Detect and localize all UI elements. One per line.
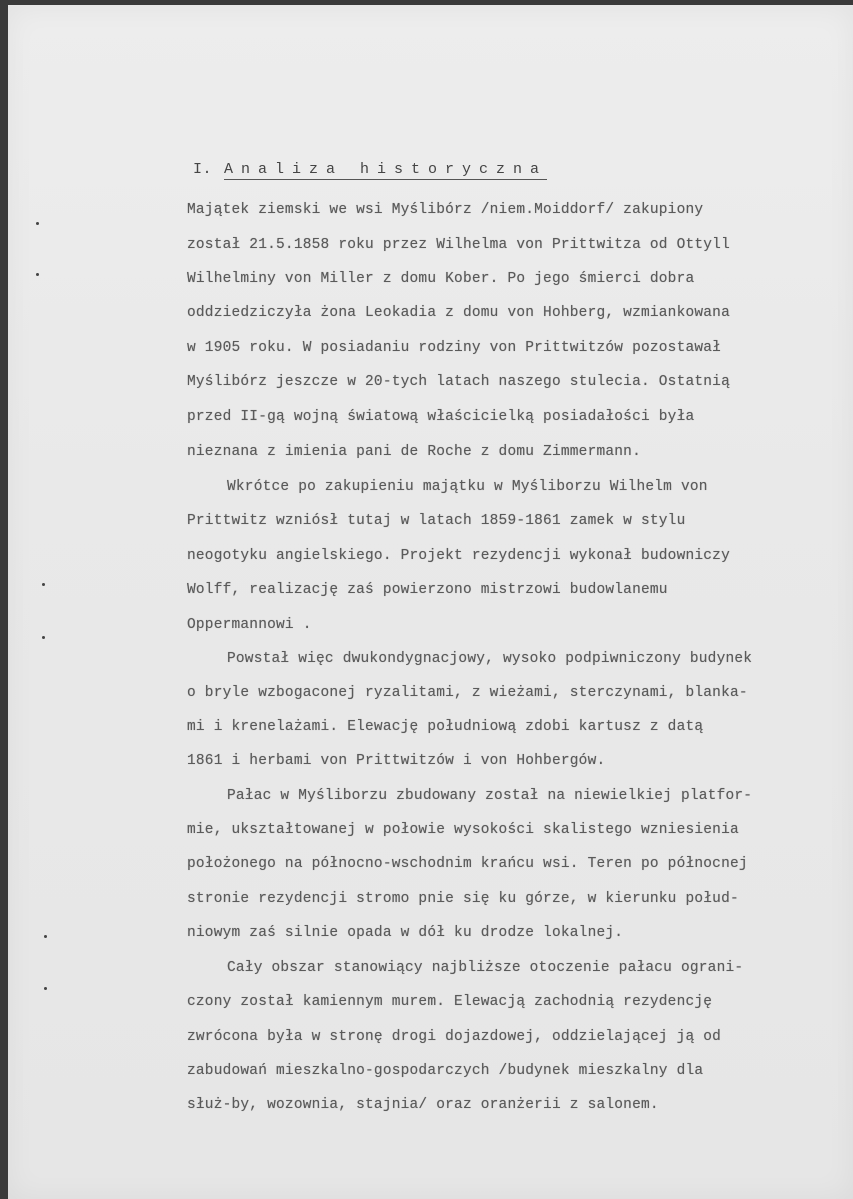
text-line: mi i krenelażami. Elewację południową zdobi kartusz z datą — [187, 719, 704, 735]
text-line: stronie rezydencji stromo pnie się ku górze, w kierunku połud- — [187, 891, 739, 907]
margin-mark — [36, 222, 39, 225]
text-line: służ-by, wozownia, stajnia/ oraz oranżerii z salonem. — [187, 1097, 659, 1113]
margin-mark — [42, 636, 45, 639]
margin-mark — [36, 273, 39, 276]
text-line: Wilhelminy von Miller z domu Kober. Po jego śmierci dobra — [187, 271, 695, 287]
text-line: przed II-gą wojną światową właścicielką posiadałości była — [187, 409, 695, 425]
section-number: I. — [193, 161, 213, 178]
text-line: mie, ukształtowanej w połowie wysokości skalistego wzniesienia — [187, 822, 739, 838]
text-line: niowym zaś silnie opada w dół ku drodze lokalnej. — [187, 925, 624, 941]
text-line: oddziedziczyła żona Leokadia z domu von Hohberg, wzmiankowana — [187, 305, 730, 321]
margin-mark — [42, 583, 45, 586]
text-line: Cały obszar stanowiący najbliższe otoczenie pałacu ograni- — [227, 960, 744, 976]
text-line: 1861 i herbami von Prittwitzów i von Hohbergów. — [187, 753, 606, 769]
text-line: Powstał więc dwukondygnacjowy, wysoko podpiwniczony budynek — [227, 651, 753, 667]
margin-mark — [44, 987, 47, 990]
text-line: o bryle wzbogaconej ryzalitami, z wieżami, sterczynami, blanka- — [187, 685, 748, 701]
section-heading — [155, 144, 547, 195]
text-line: został 21.5.1858 roku przez Wilhelma von Prittwitza od Ottyll — [187, 237, 730, 253]
text-line: w 1905 roku. W posiadaniu rodziny von Prittwitzów pozostawał — [187, 340, 722, 356]
text-line: Wolff, realizację zaś powierzono mistrzowi budowlanemu — [187, 582, 668, 598]
text-line: neogotyku angielskiego. Projekt rezydencji wykonał budowniczy — [187, 548, 730, 564]
text-line: Wkrótce po zakupieniu majątku w Myśliborzu Wilhelm von — [227, 479, 708, 495]
text-line: położonego na północno-wschodnim krańcu wsi. Teren po północnej — [187, 856, 748, 872]
scan-edge-top — [0, 0, 853, 5]
section-title: Analiza historyczna — [224, 161, 548, 178]
text-line: Majątek ziemski we wsi Myślibórz /niem.Moiddorf/ zakupiony — [187, 202, 704, 218]
text-line: Pałac w Myśliborzu zbudowany został na niewielkiej platfor- — [227, 788, 753, 804]
text-line: nieznana z imienia pani de Roche z domu Zimmermann. — [187, 444, 641, 460]
text-line: Prittwitz wzniósł tutaj w latach 1859-1861 zamek w stylu — [187, 513, 686, 529]
text-line: czony został kamiennym murem. Elewacją zachodnią rezydencję — [187, 994, 713, 1010]
margin-mark — [44, 935, 47, 938]
scan-edge-left — [0, 0, 8, 1199]
text-line: Myślibórz jeszcze w 20-tych latach naszego stulecia. Ostatnią — [187, 374, 730, 390]
text-line: zabudowań mieszkalno-gospodarczych /budynek mieszkalny dla — [187, 1063, 704, 1079]
text-line: zwrócona była w stronę drogi dojazdowej, oddzielającej ją od — [187, 1029, 722, 1045]
text-line: Oppermannowi . — [187, 617, 312, 633]
